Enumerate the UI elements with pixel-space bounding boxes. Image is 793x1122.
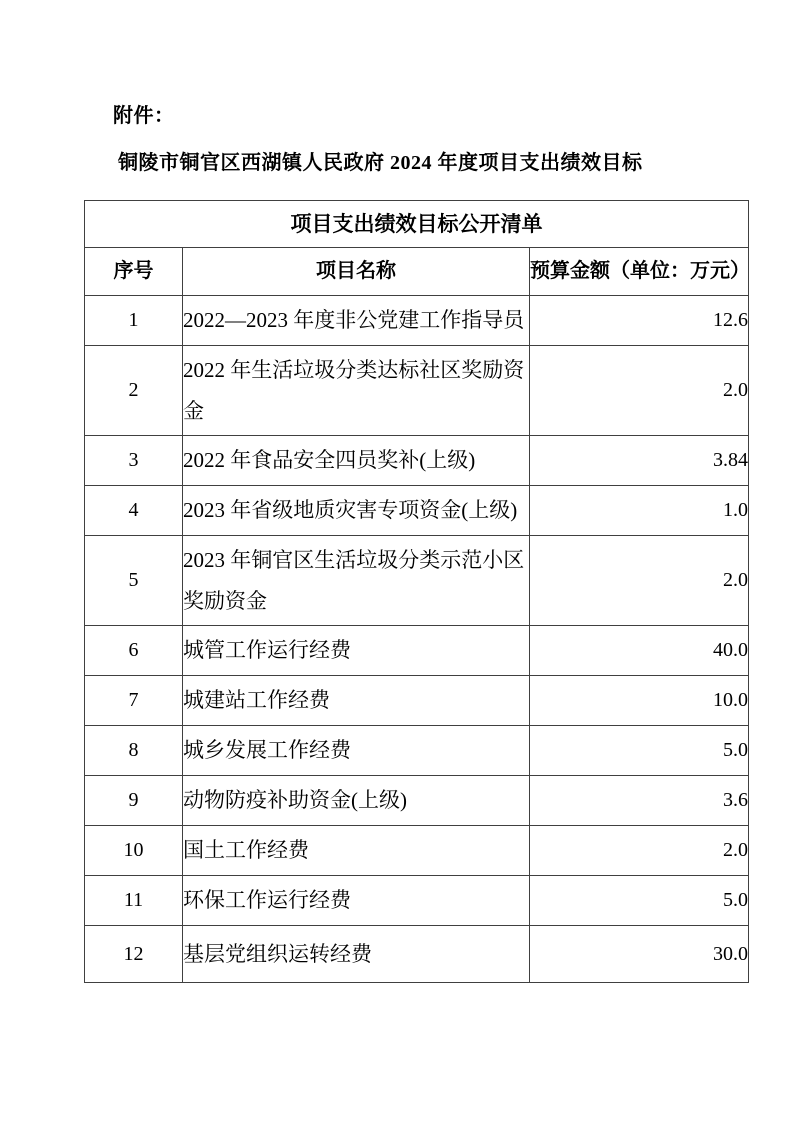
- cell-no: 6: [85, 626, 183, 676]
- cell-name: 国土工作经费: [183, 826, 530, 876]
- table-row: [85, 486, 749, 536]
- cell-name: 2022 年食品安全四员奖补(上级): [183, 436, 530, 486]
- attachment-label: 附件：: [113, 105, 175, 127]
- cell-amount: 2.0: [530, 826, 749, 876]
- table-row: [85, 346, 749, 436]
- cell-no: 2: [85, 346, 183, 436]
- table-header-row: [85, 248, 749, 296]
- table-row: [85, 436, 749, 486]
- cell-amount: 2.0: [530, 536, 749, 626]
- column-header-amount: 预算金额（单位：万元）: [530, 248, 749, 296]
- cell-amount: 1.0: [530, 486, 749, 536]
- table-row: [85, 726, 749, 776]
- column-header-name: 项目名称: [183, 248, 530, 296]
- cell-name: 动物防疫补助资金(上级): [183, 776, 530, 826]
- cell-no: 3: [85, 436, 183, 486]
- cell-amount: 2.0: [530, 346, 749, 436]
- cell-name: 2023 年省级地质灾害专项资金(上级): [183, 486, 530, 536]
- table-caption: 项目支出绩效目标公开清单: [85, 201, 749, 248]
- cell-no: 4: [85, 486, 183, 536]
- cell-no: 8: [85, 726, 183, 776]
- table-row: [85, 296, 749, 346]
- cell-amount: 12.6: [530, 296, 749, 346]
- cell-amount: 30.0: [530, 926, 749, 983]
- cell-name: 环保工作运行经费: [183, 876, 530, 926]
- cell-name: 2022 年生活垃圾分类达标社区奖励资金: [183, 346, 530, 436]
- cell-amount: 10.0: [530, 676, 749, 726]
- performance-target-table: [84, 200, 749, 983]
- cell-no: 5: [85, 536, 183, 626]
- cell-amount: 40.0: [530, 626, 749, 676]
- table-row: [85, 826, 749, 876]
- cell-name: 城管工作运行经费: [183, 626, 530, 676]
- table-row: [85, 536, 749, 626]
- cell-amount: 5.0: [530, 876, 749, 926]
- table-row: [85, 626, 749, 676]
- table-body: [85, 296, 749, 983]
- table-row: [85, 776, 749, 826]
- cell-name: 2022—2023 年度非公党建工作指导员: [183, 296, 530, 346]
- table-row: [85, 676, 749, 726]
- table-row: [85, 876, 749, 926]
- cell-name: 城乡发展工作经费: [183, 726, 530, 776]
- table-row: [85, 926, 749, 983]
- cell-no: 10: [85, 826, 183, 876]
- cell-amount: 3.6: [530, 776, 749, 826]
- cell-no: 7: [85, 676, 183, 726]
- cell-no: 9: [85, 776, 183, 826]
- document-title: 铜陵市铜官区西湖镇人民政府 2024 年度项目支出绩效目标: [118, 152, 643, 174]
- cell-no: 1: [85, 296, 183, 346]
- cell-no: 11: [85, 876, 183, 926]
- cell-amount: 3.84: [530, 436, 749, 486]
- column-header-no: 序号: [85, 248, 183, 296]
- cell-amount: 5.0: [530, 726, 749, 776]
- cell-name: 2023 年铜官区生活垃圾分类示范小区奖励资金: [183, 536, 530, 626]
- cell-name: 城建站工作经费: [183, 676, 530, 726]
- cell-name: 基层党组织运转经费: [183, 926, 530, 983]
- cell-no: 12: [85, 926, 183, 983]
- table-caption-row: [85, 201, 749, 248]
